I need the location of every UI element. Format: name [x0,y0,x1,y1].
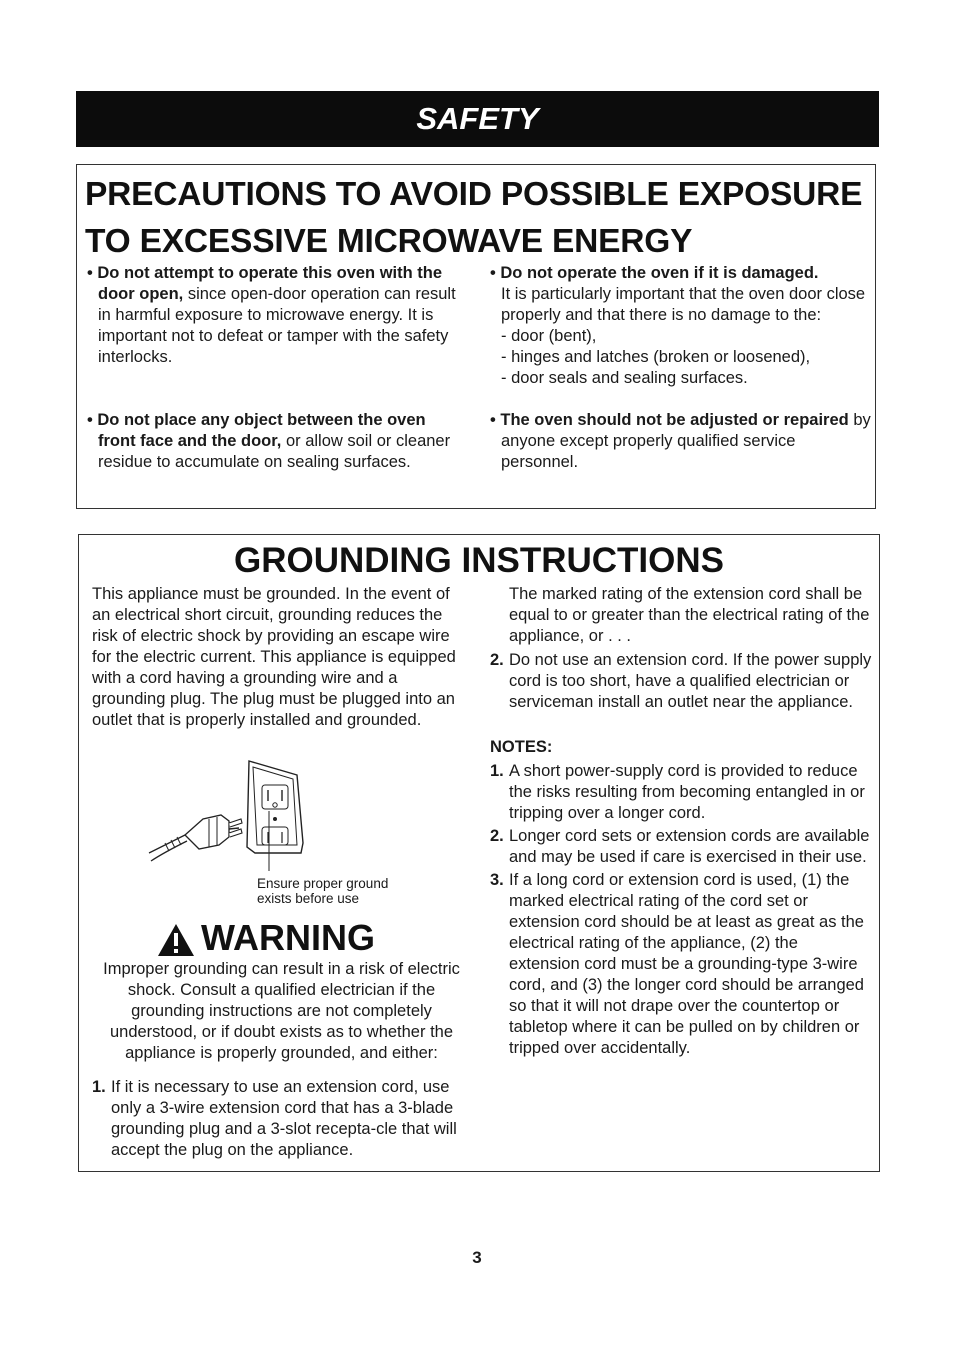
damage-list-item: - hinges and latches (broken or loosened), [501,348,811,366]
warning-label: WARNING [201,917,375,958]
grounding-intro-text: This appliance must be grounded. In the event of an electrical short circuit, grounding reduces the risk of electric shock by providing an escape wire for the electric current. This appliance is equipped with a cord having a grounding wire and a grounding plug. The plug must be plugged into an outlet that is properly installed and grounded. [92,585,456,729]
precautions-section [76,164,876,509]
precautions-title [85,171,875,265]
grounding-item-1-continued: The marked rating of the extension cord shall be equal to or greater than the electrical rating of the appliance, or . . . [509,585,870,645]
precautions-title-line2: TO EXCESSIVE MICROWAVE ENERGY [85,223,693,260]
precaution-door-open: • Do not attempt to operate this oven with the door open, since open-door operation can result in harmful exposure to microwave energy. It is important not to defeat or tamper with the safety interlocks. [87,264,456,366]
grounding-right-column [490,584,872,1059]
precaution-adjust-repair: • The oven should not be adjusted or repaired by anyone except properly qualified service personnel. [490,411,871,471]
precaution-damaged: • Do not operate the oven if it is damaged. [490,264,819,282]
note-2: 2. Longer cord sets or extension cords are available and may be used if care is exercised in their use. [490,827,870,866]
grounding-intro [92,584,472,731]
precaution-damaged-text: It is particularly important that the oven door close properly and that there is no damage to the: [501,285,866,324]
grounding-item-1: 1. If it is necessary to use an extension cord, use only a 3-wire extension cord that has a 3-blade grounding plug and a 3-slot recepta-cle that will accept the plug on the appliance. [92,1078,457,1159]
page-number: 3 [472,1248,482,1267]
warning-triangle-icon [157,923,195,957]
grounding-title: GROUNDING INSTRUCTIONS [234,541,724,580]
precautions-left-column [87,263,467,473]
damage-list-item: - door seals and sealing surfaces. [501,369,748,387]
notes-title: NOTES: [490,738,553,756]
safety-banner: SAFETY [76,91,879,147]
note-3: 3. If a long cord or extension cord is used, (1) the marked electrical rating of the cord set or extension cord should be at least as great as the electrical rating of the appliance, (2) the extension cord must be a grounding-type 3-wire cord, and (3) the longer cord should be arranged so that it will not drape over the countertop or tabletop where it can be pulled on by children or tripped over accidentally. [490,871,864,1057]
precaution-object-between: • Do not place any object between the oven front face and the door, or allow soil or cleaner residue to accumulate on sealing surfaces. [87,411,451,471]
figure-caption: Ensure proper ground exists before use [257,876,389,906]
warning-heading [157,917,417,959]
note-1: 1. A short power-supply cord is provided to reduce the risks resulting from becoming entangled in or tripping over a longer cord. [490,762,865,822]
damage-list-item: - door (bent), [501,327,597,345]
precautions-title-line1: PRECAUTIONS TO AVOID POSSIBLE EXPOSURE [85,176,863,213]
warning-text: Improper grounding can result in a risk of electric shock. Consult a qualified electrician if the grounding instructions are not completely understood, or if doubt exists as to whether the appliance is properly grounded, and either: [103,960,460,1062]
precautions-right-column [490,263,872,473]
grounding-section [78,534,880,1172]
grounding-item-2: 2. Do not use an extension cord. If the power supply cord is too short, have a qualified electrician or serviceman install an outlet near the appliance. [490,651,872,711]
